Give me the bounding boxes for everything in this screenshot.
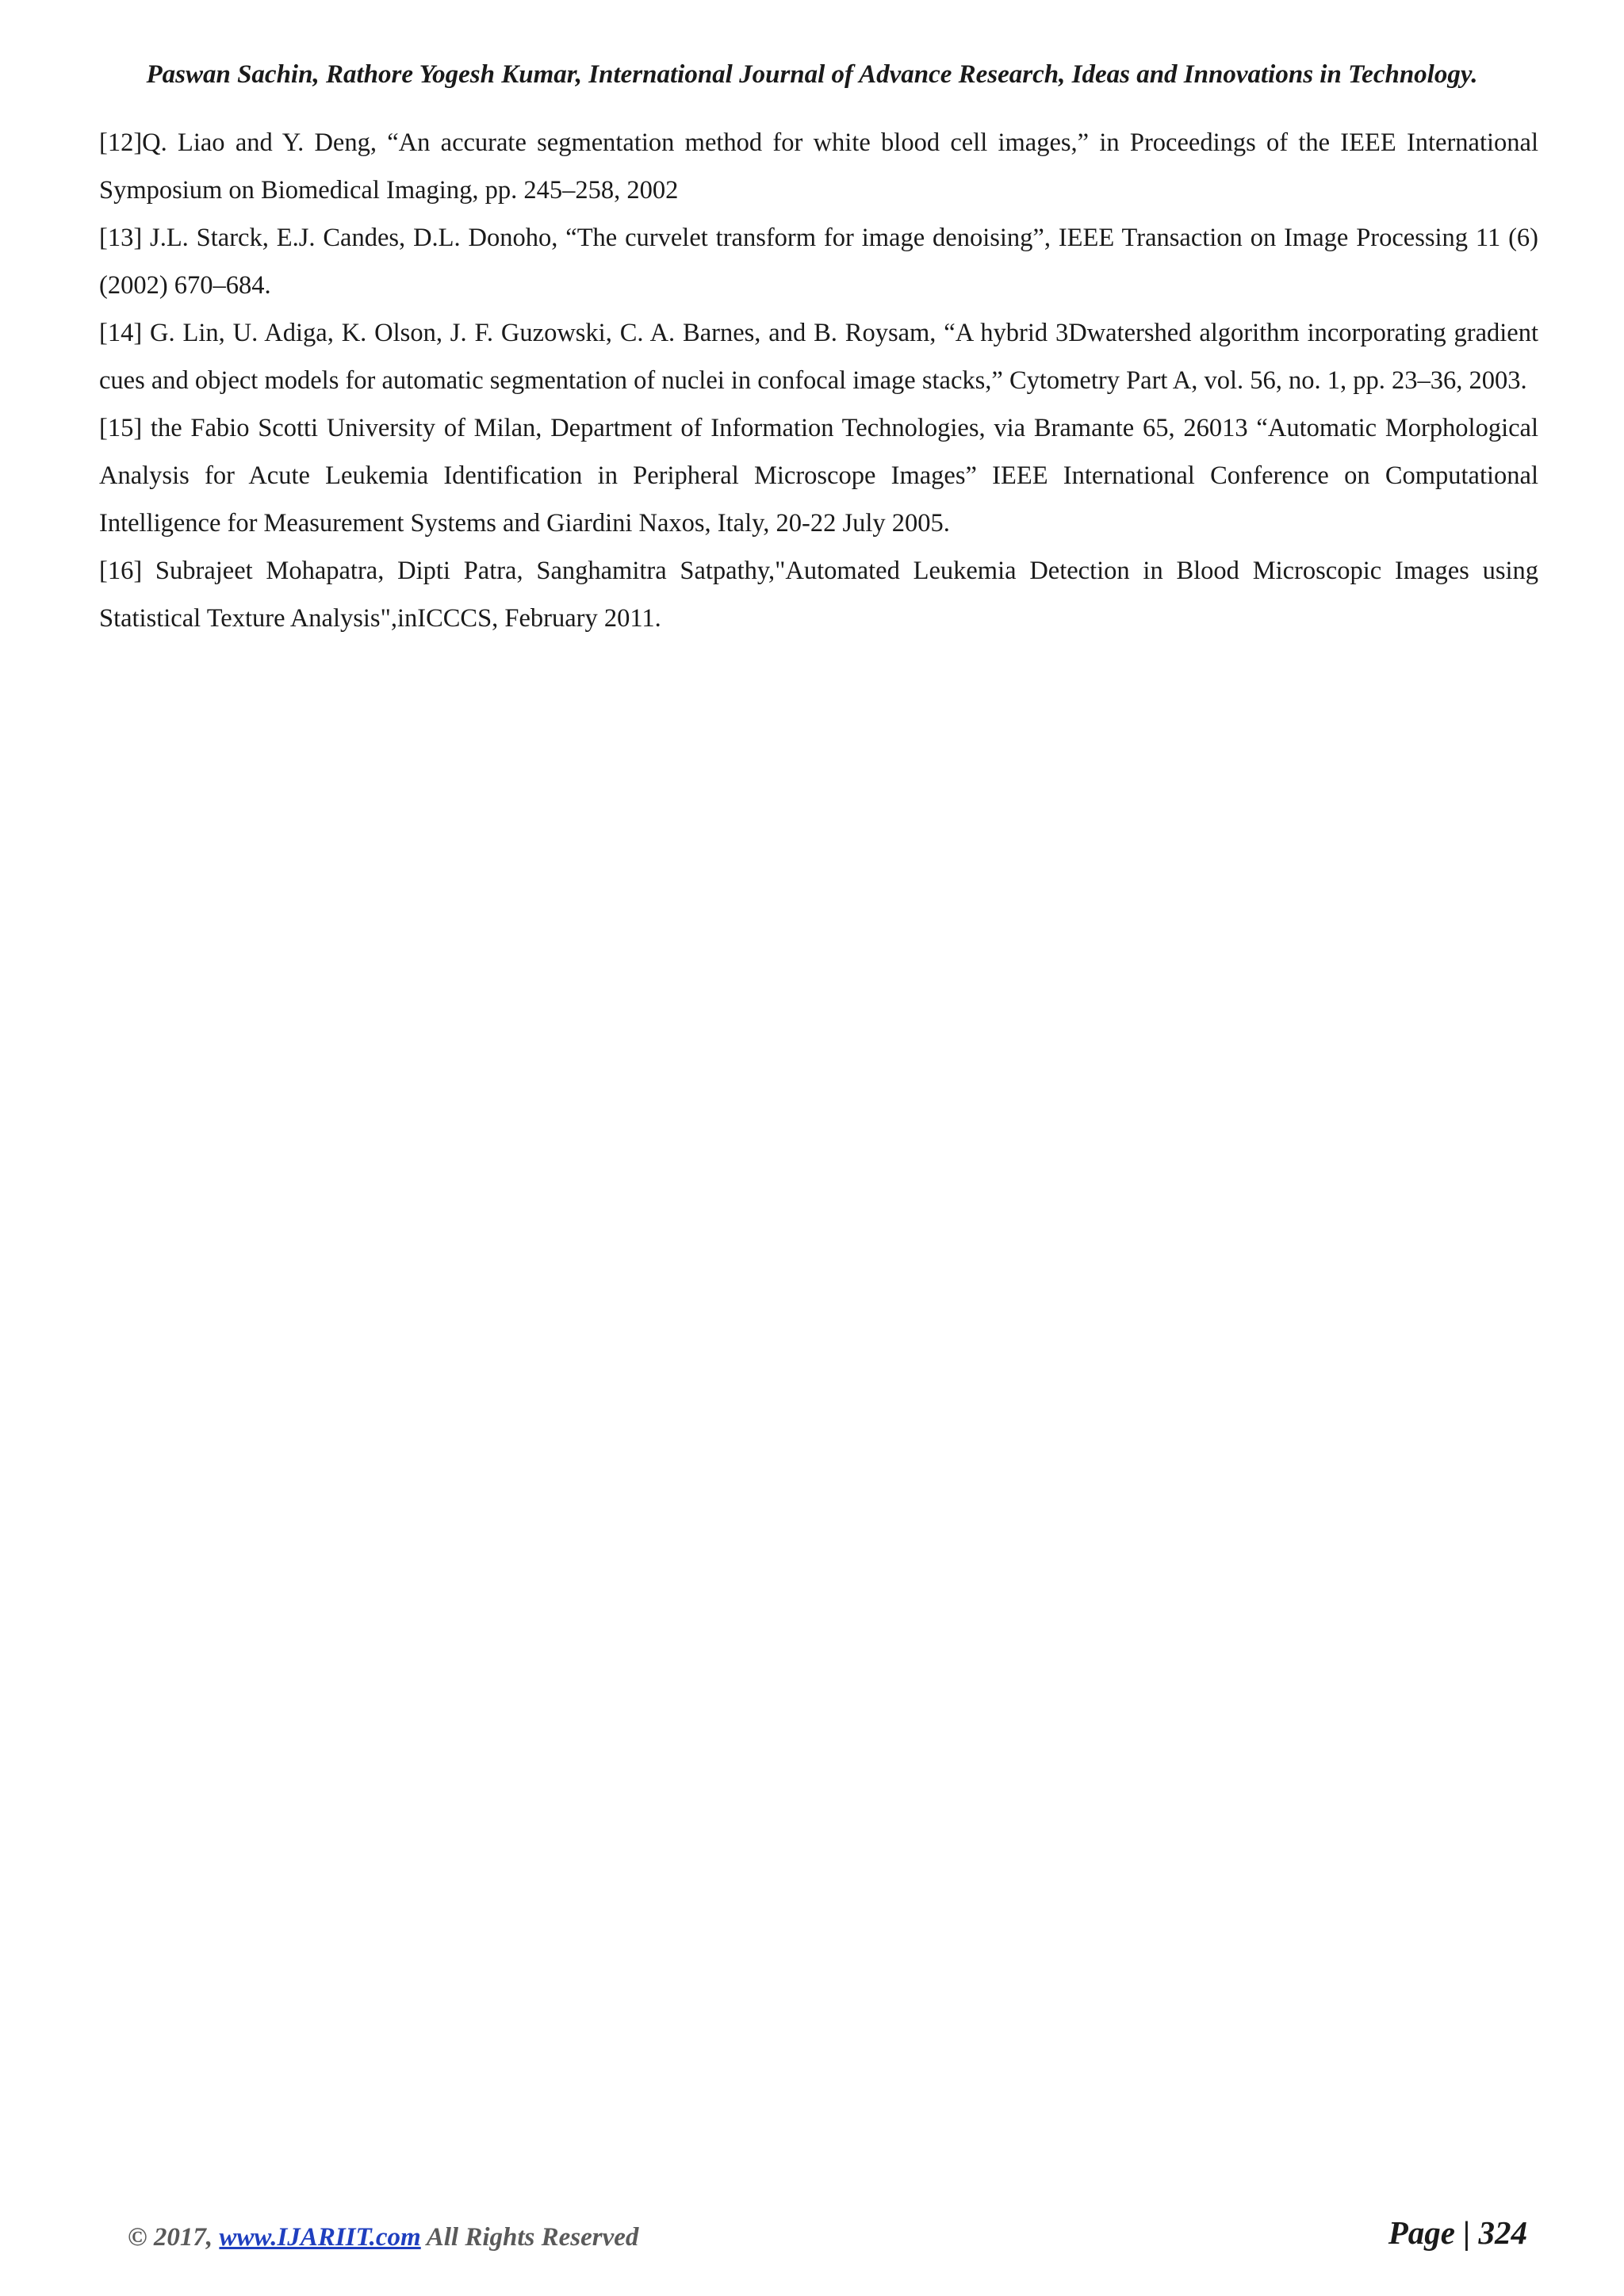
journal-site-link[interactable]: www.IJARIIT.com	[219, 2223, 421, 2252]
running-header: Paswan Sachin, Rathore Yogesh Kumar, International Journal of Advance Research, Ideas and Innovations in Technology.	[146, 60, 1478, 89]
reference-item-13: [13] J.L. Starck, E.J. Candes, D.L. Donoho, “The curvelet transform for image denoising”, IEEE Transaction on Image Processing 11 (6) (2002) 670–684.	[99, 224, 1538, 300]
reference-item-16: [16] Subrajeet Mohapatra, Dipti Patra, Sanghamitra Satpathy,"Automated Leukemia Detection in Blood Microscopic Images using Statistical Texture Analysis",inICCCS, February 2011.	[99, 557, 1538, 633]
reference-item-12: [12]Q. Liao and Y. Deng, “An accurate segmentation method for white blood cell images,” in Proceedings of the IEEE International Symposium on Biomedical Imaging, pp. 245–258, 2002	[99, 128, 1538, 205]
copyright-suffix: All Rights Reserved	[420, 2223, 639, 2252]
reference-item-15: [15] the Fabio Scotti University of Milan, Department of Information Technologies, via Bramante 65, 26013 “Automatic Morphological Analysis for Acute Leukemia Identification in Peripheral Microscope Images” IEEE International Conference on Computational Intelligence for Measurement Systems and Giardini Naxos, Italy, 20-22 July 2005.	[99, 414, 1538, 538]
footer-copyright	[128, 2220, 638, 2255]
reference-list	[99, 119, 1538, 642]
reference-item-14: [14] G. Lin, U. Adiga, K. Olson, J. F. Guzowski, C. A. Barnes, and B. Roysam, “A hybrid 3Dwatershed algorithm incorporating gradient cues and object models for automatic segmentation of nuclei in confocal image stacks,” Cytometry Part A, vol. 56, no. 1, pp. 23–36, 2003.	[99, 319, 1538, 395]
copyright-prefix: © 2017,	[128, 2223, 220, 2252]
page-number: Page | 324	[1388, 2214, 1527, 2251]
